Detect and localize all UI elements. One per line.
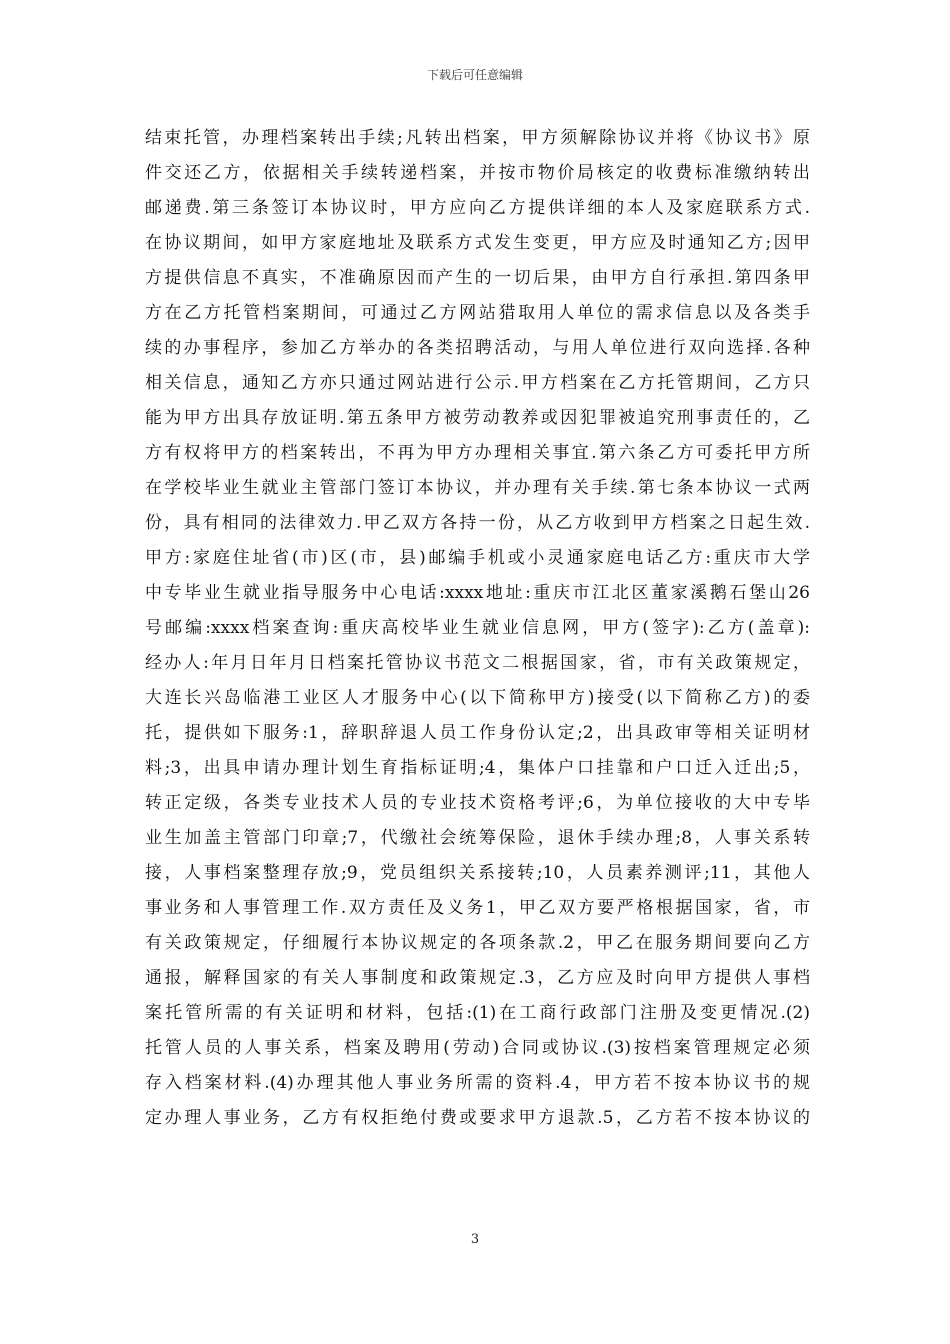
text-line: 份，具有相同的法律效力.甲乙双方各持一份，从乙方收到甲方档案之日起生效. — [145, 513, 810, 533]
text-line: 能为甲方出具存放证明.第五条甲方被劳动教养或因犯罪被追究刑事责任的，乙 — [145, 408, 810, 428]
text-line: 托管人员的人事关系，档案及聘用(劳动)合同或协议.(3)按档案管理规定必须 — [145, 1038, 810, 1058]
text-line: 在协议期间，如甲方家庭地址及联系方式发生变更，甲方应及时通知乙方;因甲 — [145, 233, 810, 253]
text-line: 通报，解释国家的有关人事制度和政策规定.3，乙方应及时向甲方提供人事档 — [145, 968, 810, 988]
text-line: 相关信息，通知乙方亦只通过网站进行公示.甲方档案在乙方托管期间，乙方只 — [145, 373, 810, 393]
text-line: 接，人事档案整理存放;9，党员组织关系接转;10，人员素养测评;11，其他人 — [145, 863, 810, 883]
text-line: 事业务和人事管理工作.双方责任及义务1，甲乙双方要严格根据国家，省，市 — [145, 898, 810, 918]
page-number: 3 — [470, 1232, 480, 1247]
document-body — [145, 121, 810, 1136]
text-line: 方提供信息不真实，不准确原因而产生的一切后果，由甲方自行承担.第四条甲 — [145, 268, 810, 288]
text-line: 方在乙方托管档案期间，可通过乙方网站猎取用人单位的需求信息以及各类手 — [145, 303, 810, 323]
text-line: 存入档案材料.(4)办理其他人事业务所需的资料.4，甲方若不按本协议书的规 — [145, 1073, 810, 1093]
text-line: 托，提供如下服务:1，辞职辞退人员工作身份认定;2，出具政审等相关证明材 — [145, 723, 810, 743]
text-line: 中专毕业生就业指导服务中心电话:xxxx地址:重庆市江北区董家溪鹅石堡山26 — [145, 583, 810, 603]
page-header-note: 下载后可任意编辑 — [426, 68, 523, 82]
text-line: 结束托管，办理档案转出手续;凡转出档案，甲方须解除协议并将《协议书》原 — [145, 128, 810, 148]
text-line: 经办人:年月日年月日档案托管协议书范文二根据国家，省，市有关政策规定， — [145, 653, 810, 673]
text-line: 大连长兴岛临港工业区人才服务中心(以下简称甲方)接受(以下简称乙方)的委 — [145, 688, 810, 708]
text-line: 续的办事程序，参加乙方举办的各类招聘活动，与用人单位进行双向选择.各种 — [145, 338, 810, 358]
text-line: 料;3，出具申请办理计划生育指标证明;4，集体户口挂靠和户口迁入迁出;5， — [145, 758, 810, 778]
text-line: 号邮编:xxxx档案查询:重庆高校毕业生就业信息网，甲方(签字):乙方(盖章): — [145, 618, 810, 638]
text-line: 转正定级，各类专业技术人员的专业技术资格考评;6，为单位接收的大中专毕 — [145, 793, 810, 813]
text-line: 案托管所需的有关证明和材料，包括:(1)在工商行政部门注册及变更情况.(2) — [145, 1003, 810, 1023]
text-line: 邮递费.第三条签订本协议时，甲方应向乙方提供详细的本人及家庭联系方式. — [145, 198, 810, 218]
text-line: 有关政策规定，仔细履行本协议规定的各项条款.2，甲乙在服务期间要向乙方 — [145, 933, 810, 953]
text-line: 件交还乙方，依据相关手续转递档案，并按市物价局核定的收费标准缴纳转出 — [145, 163, 810, 183]
text-line: 方有权将甲方的档案转出，不再为甲方办理相关事宜.第六条乙方可委托甲方所 — [145, 443, 810, 463]
text-line: 在学校毕业生就业主管部门签订本协议，并办理有关手续.第七条本协议一式两 — [145, 478, 810, 498]
text-line: 甲方:家庭住址省(市)区(市，县)邮编手机或小灵通家庭电话乙方:重庆市大学 — [145, 548, 810, 568]
text-line: 业生加盖主管部门印章;7，代缴社会统筹保险，退休手续办理;8，人事关系转 — [145, 828, 810, 848]
text-line: 定办理人事业务，乙方有权拒绝付费或要求甲方退款.5，乙方若不按本协议的 — [145, 1108, 810, 1128]
